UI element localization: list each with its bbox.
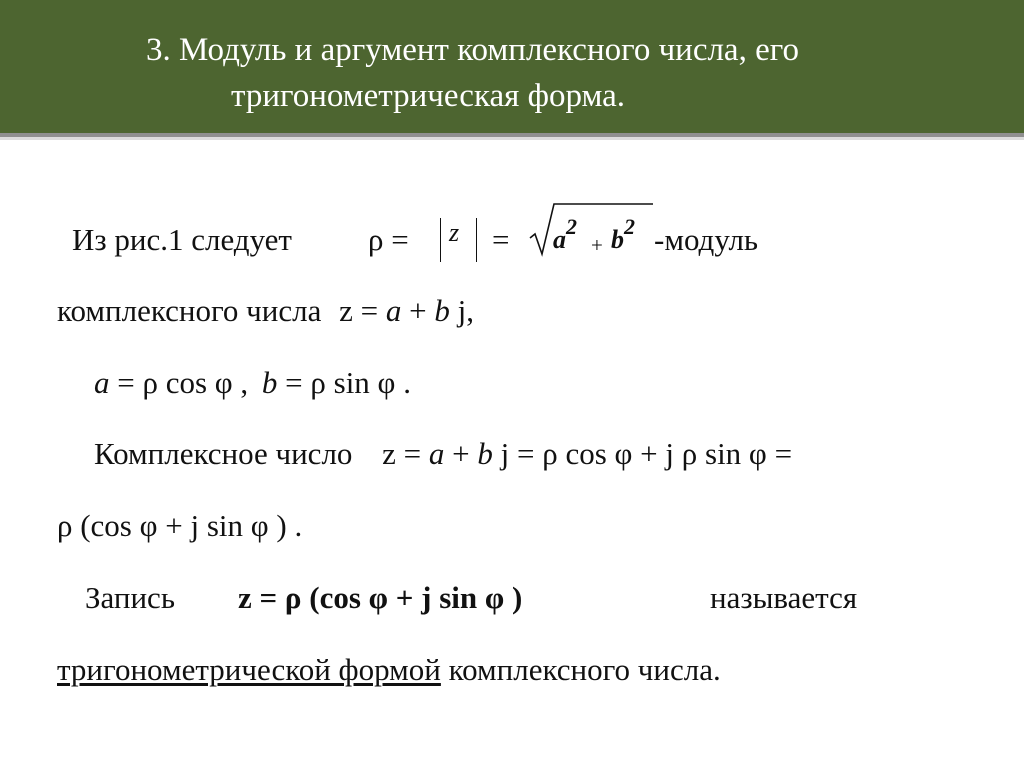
line4-a: a xyxy=(428,436,445,471)
line4-b: b xyxy=(477,436,493,471)
line3-a: a xyxy=(94,365,110,400)
line3-eq1: = ρ cos φ , xyxy=(117,365,249,400)
line2-eq-plus: + xyxy=(409,293,427,328)
line7 xyxy=(57,651,721,689)
term-trigonometric-form: тригонометрической формой xyxy=(57,652,441,687)
radicand-b-letter: b xyxy=(611,225,624,254)
abs-bar-left xyxy=(440,218,441,262)
abs-bar-right xyxy=(476,218,477,262)
line6-suffix: называется xyxy=(710,580,858,615)
line4-z: z = xyxy=(382,436,422,471)
line2-text: комплексного числа xyxy=(57,293,322,328)
line3-b: b xyxy=(261,365,278,400)
radicand-b-exponent: 2 xyxy=(624,214,635,239)
radicand-plus: + xyxy=(591,233,603,257)
line2 xyxy=(57,292,474,330)
line3 xyxy=(94,364,411,402)
slide-title-line2: тригонометрическая форма. xyxy=(231,78,626,114)
line7-rest: комплексного числа. xyxy=(448,652,721,687)
line1-suffix: -модуль xyxy=(654,222,759,257)
line2-eq-j: j, xyxy=(457,293,474,328)
line5: ρ (cos φ + j sin φ ) . xyxy=(57,508,303,543)
header-divider-shadow xyxy=(0,137,1024,140)
line4-prefix: Комплексное число xyxy=(94,436,353,471)
line4-rest: j = ρ cos φ + j ρ sin φ = xyxy=(500,436,793,471)
line6-prefix: Запись xyxy=(85,580,175,615)
line4-plus: + xyxy=(452,436,470,471)
line4 xyxy=(94,435,792,473)
z-symbol: z xyxy=(449,218,460,247)
line2-eq-a: a xyxy=(385,293,402,328)
line3-eq2: = ρ sin φ . xyxy=(285,365,411,400)
rho-equals: ρ = xyxy=(368,222,409,257)
line1-prefix: Из рис.1 следует xyxy=(72,222,292,257)
equals-sign: = xyxy=(492,222,510,257)
line2-eq-z: z = xyxy=(339,293,379,328)
radicand-a-letter: a xyxy=(553,225,566,254)
radicand-b xyxy=(611,214,635,260)
slide-title-line1: 3. Модуль и аргумент комплексного числа, его xyxy=(146,32,799,68)
radicand-a-exponent: 2 xyxy=(566,214,577,239)
line2-eq-b: b xyxy=(434,293,450,328)
radicand-a xyxy=(553,214,577,260)
line6-formula: z = ρ (cos φ + j sin φ ) xyxy=(238,580,523,615)
